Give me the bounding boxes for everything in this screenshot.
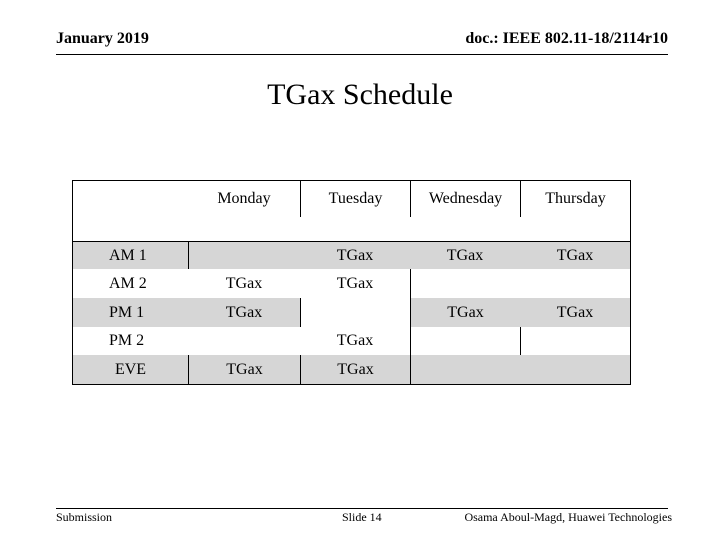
slot-am2-monday: TGax [225, 274, 263, 292]
slide-title: TGax Schedule [267, 78, 453, 111]
slot-eve-monday: TGax [188, 355, 300, 384]
slot-eve-tuesday: TGax [300, 355, 410, 384]
slot-am2-thursday [520, 269, 630, 298]
row-label-eve: EVE [73, 355, 188, 384]
day-header-tuesday: Tuesday [300, 181, 410, 217]
table-corner-cell [73, 181, 188, 241]
slot-eve-wednesday [410, 355, 520, 384]
slot-pm2-monday [188, 327, 300, 355]
slot-am1-tuesday: TGax [300, 241, 410, 269]
slot-am1-monday [188, 241, 300, 269]
header-divider [56, 54, 668, 55]
slot-pm2-thursday [520, 327, 630, 355]
schedule-table [72, 180, 631, 385]
slot-am1-wednesday: TGax [410, 241, 520, 269]
row-label-am1: AM 1 [73, 241, 188, 269]
slot-am2-wednesday [410, 269, 520, 298]
row-label-pm2: PM 2 [109, 332, 145, 349]
footer-submission: Submission [56, 510, 113, 524]
row-label-pm1: PM 1 [73, 298, 188, 327]
slot-pm1-wednesday: TGax [410, 298, 520, 327]
header-doc-id: doc.: IEEE 802.11-18/2114r10 [465, 30, 668, 47]
footer-divider [56, 508, 668, 509]
day-header-wednesday: Wednesday [410, 181, 520, 217]
slot-am2-tuesday: TGax [336, 274, 374, 292]
row-label-am2: AM 2 [109, 274, 147, 292]
footer-slide-number: Slide 14 [342, 510, 382, 524]
slot-pm1-tuesday [300, 298, 410, 327]
day-header-monday: Monday [217, 190, 271, 207]
slot-pm1-thursday: TGax [520, 298, 630, 327]
slot-pm2-tuesday: TGax [336, 332, 374, 349]
slot-eve-thursday [520, 355, 630, 384]
header-date: January 2019 [56, 30, 149, 47]
slot-pm1-monday: TGax [188, 298, 300, 327]
day-header-thursday: Thursday [520, 181, 630, 217]
slot-am1-thursday: TGax [520, 241, 630, 269]
slot-pm2-wednesday [410, 327, 520, 355]
footer-author: Osama Aboul-Magd, Huawei Technologies [464, 510, 672, 524]
